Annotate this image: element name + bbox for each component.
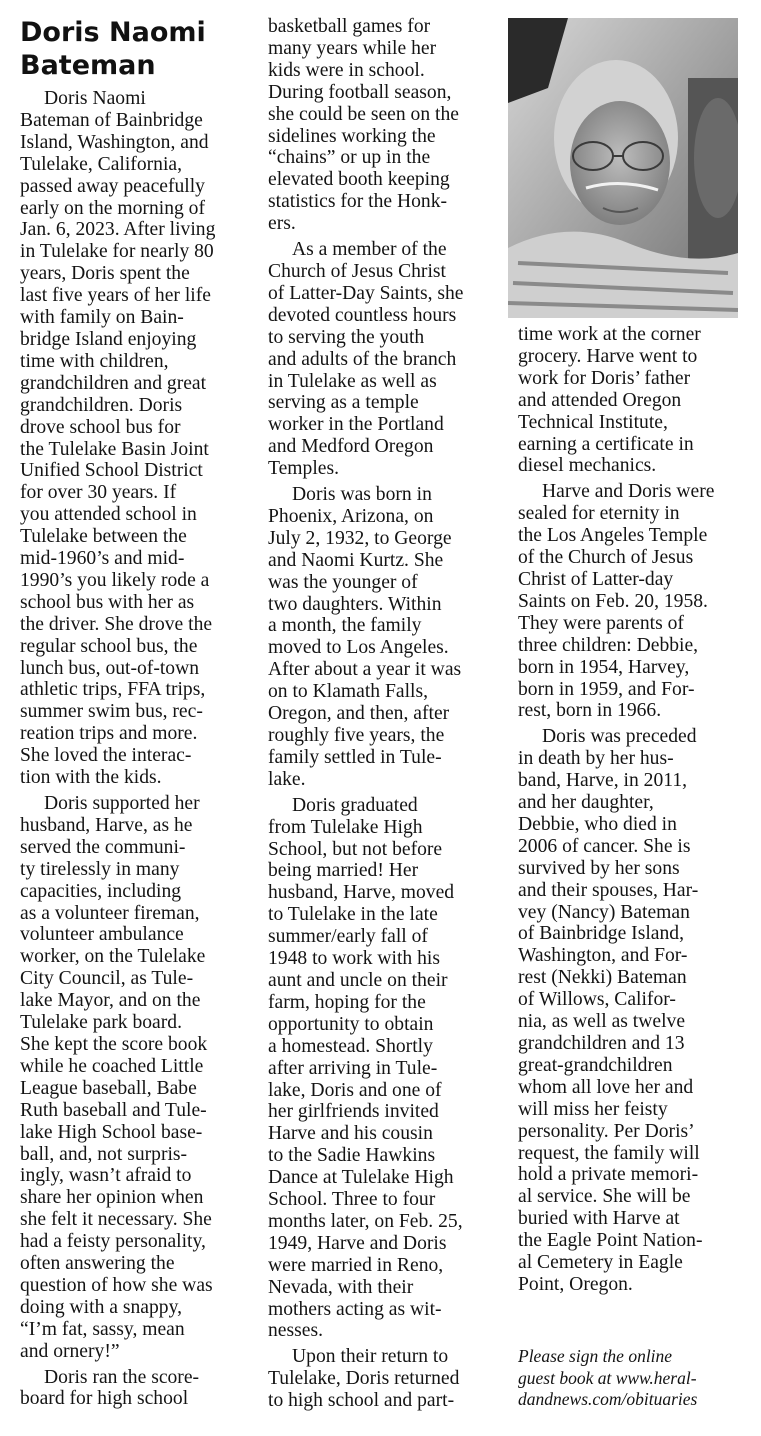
article-line: ball, and, not surpris- xyxy=(20,1143,188,1165)
article-line: Tulelake park board. xyxy=(20,1012,182,1034)
article-line: al service. She will be xyxy=(518,1186,691,1208)
article-line: passed away peacefully xyxy=(20,175,205,197)
article-line: Doris was preceded xyxy=(542,726,697,748)
article-line: diesel mechanics. xyxy=(518,455,657,477)
article-column-1 xyxy=(20,88,248,1410)
article-line: grandchildren. Doris xyxy=(20,394,183,416)
article-line: As a member of the xyxy=(292,239,447,261)
article-line: July 2, 1932, to George xyxy=(268,527,452,549)
article-line: for over 30 years. If xyxy=(20,482,177,504)
article-line: being married! Her xyxy=(268,860,419,882)
article-line: 1949, Harve and Doris xyxy=(268,1232,447,1254)
article-line: years, Doris spent the xyxy=(20,263,190,285)
article-line: she felt it necessary. She xyxy=(20,1209,212,1231)
article-line: of Willows, Califor- xyxy=(518,989,676,1011)
article-line: Harve and Doris were xyxy=(542,481,715,503)
article-line: the driver. She drove the xyxy=(20,613,213,635)
article-line: bridge Island enjoying xyxy=(20,328,197,350)
guest-book-note xyxy=(518,1346,746,1411)
article-line: from Tulelake High xyxy=(268,816,423,838)
article-line: as a volunteer fireman, xyxy=(20,902,200,924)
portrait-photo xyxy=(508,18,738,318)
article-line: ty tirelessly in many xyxy=(20,858,180,880)
article-line: great-grandchildren xyxy=(518,1054,673,1076)
article-line: Washington, and For- xyxy=(518,945,688,967)
article-line: lunch bus, out-of-town xyxy=(20,657,200,679)
article-line: She kept the score book xyxy=(20,1033,208,1055)
article-line: Tulelake, Doris returned xyxy=(268,1368,460,1390)
article-line: Jan. 6, 2023. After living xyxy=(20,219,216,241)
article-line: Debbie, who died in xyxy=(518,813,677,835)
article-line: summer swim bus, rec- xyxy=(20,701,203,723)
article-line: and attended Oregon xyxy=(518,389,682,411)
article-line: kids were in school. xyxy=(268,59,425,81)
article-line: three children: Debbie, xyxy=(518,634,699,656)
article-line: grocery. Harve went to xyxy=(518,345,698,367)
article-line: band, Harve, in 2011, xyxy=(518,770,688,792)
article-line: buried with Harve at xyxy=(518,1208,680,1230)
article-line: Christ of Latter-day xyxy=(518,568,674,590)
article-line: She loved the interac- xyxy=(20,745,192,767)
article-line: Doris Naomi xyxy=(44,88,146,109)
article-line: moved to Los Angeles. xyxy=(268,637,449,659)
article-line: in Tulelake as well as xyxy=(268,370,437,392)
article-line: and ornery!” xyxy=(20,1340,120,1362)
article-line: “I’m fat, sassy, mean xyxy=(20,1318,185,1340)
article-line: Doris graduated xyxy=(292,794,418,816)
article-line: drove school bus for xyxy=(20,416,181,438)
article-line: tion with the kids. xyxy=(20,767,162,789)
article-line: lake, Doris and one of xyxy=(268,1079,442,1101)
article-line: lake. xyxy=(268,768,306,790)
article-line: and adults of the branch xyxy=(268,348,457,370)
article-line: of the Church of Jesus xyxy=(518,547,694,569)
article-line: family settled in Tule- xyxy=(268,746,442,768)
article-line: serving as a temple xyxy=(268,392,419,414)
article-line: born in 1959, and For- xyxy=(518,678,695,700)
article-line: nesses. xyxy=(268,1320,323,1342)
article-line: in Tulelake for nearly 80 xyxy=(20,241,214,263)
article-line: time work at the corner xyxy=(518,324,701,345)
article-line: last five years of her life xyxy=(20,285,211,307)
article-line: grandchildren and 13 xyxy=(518,1033,685,1054)
article-line: 1990’s you likely rode a xyxy=(20,569,210,591)
article-column-2 xyxy=(268,16,496,1412)
article-line: Phoenix, Arizona, on xyxy=(268,505,434,527)
article-line: board for high school xyxy=(20,1388,189,1410)
article-line: City Council, as Tule- xyxy=(20,968,194,990)
article-line: athletic trips, FFA trips, xyxy=(20,679,206,701)
article-line: share her opinion when xyxy=(20,1187,204,1209)
article-line: After about a year it was xyxy=(268,659,462,681)
guest-book-note-line: dandnews.com/obituaries xyxy=(518,1389,698,1409)
article-line: will miss her feisty xyxy=(518,1098,668,1120)
obituary-headline xyxy=(20,16,248,82)
article-line: mothers acting as wit- xyxy=(268,1298,442,1320)
article-line: aunt and uncle on their xyxy=(268,969,448,991)
article-line: the Los Angeles Temple xyxy=(518,525,708,547)
article-line: nia, as well as twelve xyxy=(518,1011,686,1033)
article-line: of Latter-Day Saints, she xyxy=(268,282,464,304)
article-line: Doris supported her xyxy=(44,793,200,814)
article-line: Church of Jesus Christ xyxy=(268,260,446,282)
article-line: devoted countless hours xyxy=(268,304,457,326)
article-line: to Tulelake in the late xyxy=(268,904,438,926)
article-line: in death by her hus- xyxy=(518,748,674,770)
headline-line-2: Bateman xyxy=(20,50,156,81)
article-line: School. Three to four xyxy=(268,1189,436,1211)
article-line: reation trips and more. xyxy=(20,723,198,745)
article-line: roughly five years, the xyxy=(268,725,445,746)
article-line: after arriving in Tule- xyxy=(268,1057,438,1079)
article-line: Doris ran the score- xyxy=(44,1366,200,1388)
article-line: vey (Nancy) Bateman xyxy=(518,901,690,923)
article-line: work for Doris’ father xyxy=(518,367,691,389)
article-line: request, the family will xyxy=(518,1142,700,1164)
article-line: you attended school in xyxy=(20,504,197,526)
article-line: Doris was born in xyxy=(292,484,432,506)
article-line: question of how she was xyxy=(20,1274,213,1296)
article-line: “chains” or up in the xyxy=(268,147,431,169)
article-line: basketball games for xyxy=(268,16,431,37)
article-line: had a feisty personality, xyxy=(20,1231,206,1253)
article-line: husband, Harve, moved xyxy=(268,882,455,904)
article-line: ingly, wasn’t afraid to xyxy=(20,1165,192,1187)
article-line: sidelines working the xyxy=(268,125,436,147)
article-line: Point, Oregon. xyxy=(518,1273,633,1295)
article-line: Tulelake between the xyxy=(20,526,187,548)
article-line: doing with a snappy, xyxy=(20,1296,182,1318)
article-line: volunteer ambulance xyxy=(20,924,184,946)
article-column-3 xyxy=(518,324,746,1296)
article-line: a homestead. Shortly xyxy=(268,1035,433,1057)
article-line: on to Klamath Falls, xyxy=(268,681,429,703)
article-line: League baseball, Babe xyxy=(20,1077,197,1099)
article-line: Bateman of Bainbridge xyxy=(20,109,203,131)
article-line: Nevada, with their xyxy=(268,1276,414,1298)
article-line: elevated booth keeping xyxy=(268,169,450,191)
article-line: months later, on Feb. 25, xyxy=(268,1210,463,1232)
article-line: Dance at Tulelake High xyxy=(268,1167,454,1189)
article-line: rest (Nekki) Bateman xyxy=(518,967,687,989)
article-line: Upon their return to xyxy=(292,1346,449,1368)
headline-line-1: Doris Naomi xyxy=(20,17,206,48)
article-line: They were parents of xyxy=(518,612,684,634)
article-line: earning a certificate in xyxy=(518,433,694,455)
article-line: early on the morning of xyxy=(20,197,206,219)
article-line: al Cemetery in Eagle xyxy=(518,1252,683,1274)
article-line: whom all love her and xyxy=(518,1076,694,1098)
article-line: often answering the xyxy=(20,1253,175,1275)
article-line: School, but not before xyxy=(268,838,443,860)
article-line: Island, Washington, and xyxy=(20,131,209,153)
article-line: many years while her xyxy=(268,37,437,59)
article-line: a month, the family xyxy=(268,615,422,637)
article-line: was the younger of xyxy=(268,571,418,593)
article-line: Unified School District xyxy=(20,460,203,482)
article-line: two daughters. Within xyxy=(268,593,442,615)
article-line: Technical Institute, xyxy=(518,411,668,433)
article-line: Oregon, and then, after xyxy=(268,703,450,725)
guest-book-note-line: Please sign the online xyxy=(518,1346,673,1366)
article-line: lake Mayor, and on the xyxy=(20,990,201,1012)
guest-book-note-line: guest book at www.heral- xyxy=(518,1367,697,1388)
article-line: capacities, including xyxy=(20,880,182,902)
article-line: while he coached Little xyxy=(20,1055,204,1077)
article-line: worker in the Portland xyxy=(268,414,444,436)
article-line: survived by her sons xyxy=(518,857,680,879)
article-line: with family on Bain- xyxy=(20,307,184,329)
article-line: worker, on the Tulelake xyxy=(20,946,206,968)
article-line: and her daughter, xyxy=(518,792,654,814)
article-line: to serving the youth xyxy=(268,326,425,348)
article-line: ers. xyxy=(268,213,296,235)
article-line: Ruth baseball and Tule- xyxy=(20,1099,207,1121)
article-line: of Bainbridge Island, xyxy=(518,923,684,945)
article-line: grandchildren and great xyxy=(20,372,207,394)
article-line: opportunity to obtain xyxy=(268,1013,434,1035)
article-line: and Medford Oregon xyxy=(268,436,434,458)
article-line: 1948 to work with his xyxy=(268,948,440,970)
article-line: statistics for the Honk- xyxy=(268,191,448,213)
article-line: to high school and part- xyxy=(268,1390,455,1412)
article-line: mid-1960’s and mid- xyxy=(20,548,185,570)
article-line: and their spouses, Har- xyxy=(518,879,699,901)
article-line: summer/early fall of xyxy=(268,926,428,948)
article-line: her girlfriends invited xyxy=(268,1101,439,1123)
article-line: sealed for eternity in xyxy=(518,503,680,525)
article-line: husband, Harve, as he xyxy=(20,814,193,836)
article-line: Temples. xyxy=(268,458,339,480)
article-line: to the Sadie Hawkins xyxy=(268,1145,436,1167)
article-line: lake High School base- xyxy=(20,1121,203,1143)
article-line: were married in Reno, xyxy=(268,1254,444,1276)
article-line: Tulelake, California, xyxy=(20,153,182,175)
article-line: served the communi- xyxy=(20,836,186,858)
article-line: born in 1954, Harvey, xyxy=(518,656,690,678)
article-line: farm, hoping for the xyxy=(268,991,426,1013)
article-line: she could be seen on the xyxy=(268,103,459,125)
article-line: During football season, xyxy=(268,81,452,103)
article-line: the Tulelake Basin Joint xyxy=(20,438,209,460)
article-line: 2006 of cancer. She is xyxy=(518,835,691,857)
article-line: personality. Per Doris’ xyxy=(518,1120,695,1142)
article-line: and Naomi Kurtz. She xyxy=(268,549,444,571)
article-line: time with children, xyxy=(20,350,169,372)
article-line: hold a private memori- xyxy=(518,1164,699,1186)
portrait-photo-icon xyxy=(508,18,738,318)
article-line: regular school bus, the xyxy=(20,635,198,657)
article-line: Harve and his cousin xyxy=(268,1123,433,1145)
article-line: rest, born in 1966. xyxy=(518,700,662,722)
article-line: the Eagle Point Nation- xyxy=(518,1230,703,1252)
article-line: Saints on Feb. 20, 1958. xyxy=(518,590,708,612)
article-line: school bus with her as xyxy=(20,591,195,613)
